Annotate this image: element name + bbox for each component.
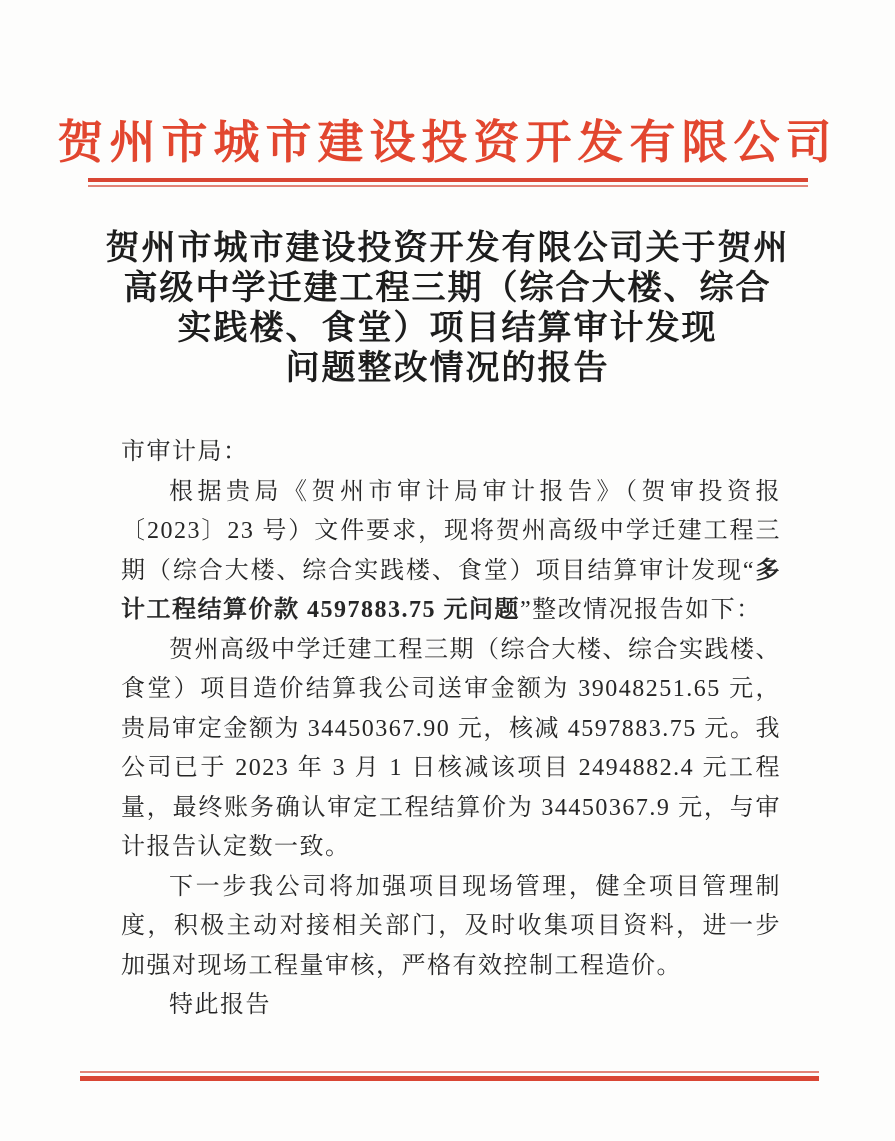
footer-thick-line [80, 1076, 819, 1081]
paragraph-2: 贺州高级中学迁建工程三期（综合大楼、综合实践楼、食堂）项目造价结算我公司送审金额为 39048251.65 元，贵局审定金额为 34450367.90 元，核减 4597883.75 元。我公司已于 2023 年 3 月 1 日核减该项目 2494882.4 元工程量，最终账务确认审定工程结算价为 34450367.9 元，与审计报告认定数一致。 [121, 636, 781, 860]
title-line-3: 实践楼、食堂）项目结算审计发现 [177, 310, 718, 347]
paragraph-1-text-after: ”整改情况报告如下： [520, 597, 762, 623]
footer-thin-line [80, 1071, 819, 1073]
paragraph-1 [121, 473, 781, 631]
letterhead-company-name: 贺州市城市建设投资开发有限公司 [57, 117, 838, 168]
paragraph-1-text-before: 根据贵局《贺州市审计局审计报告》（贺审投资报〔2023〕23 号）文件要求，现将贺州高级中学迁建工程三期（综合大楼、综合实践楼、食堂）项目结算审计发现“ [121, 478, 781, 584]
title-line-2: 高级中学迁建工程三期（综合大楼、综合 [123, 270, 772, 307]
document-body [121, 433, 781, 1026]
divider-thin-line [88, 185, 808, 187]
paragraph-3: 下一步我公司将加强项目现场管理，健全项目管理制度，积极主动对接相关部门，及时收集项目资料，进一步加强对现场工程量审核，严格有效控制工程造价。 [121, 873, 781, 979]
letterhead-divider [88, 178, 808, 187]
salutation: 市审计局： [121, 439, 249, 465]
footer-divider [80, 1071, 819, 1081]
title-line-4: 问题整改情况的报告 [285, 350, 610, 387]
closing-statement: 特此报告 [169, 992, 271, 1018]
document-title [60, 229, 835, 389]
paragraph-1-bold-text: 多计工程结算价款 4597883.75 元问题 [121, 557, 782, 623]
divider-thick-line [88, 178, 808, 182]
title-line-1: 贺州市城市建设投资开发有限公司关于贺州 [105, 230, 790, 267]
